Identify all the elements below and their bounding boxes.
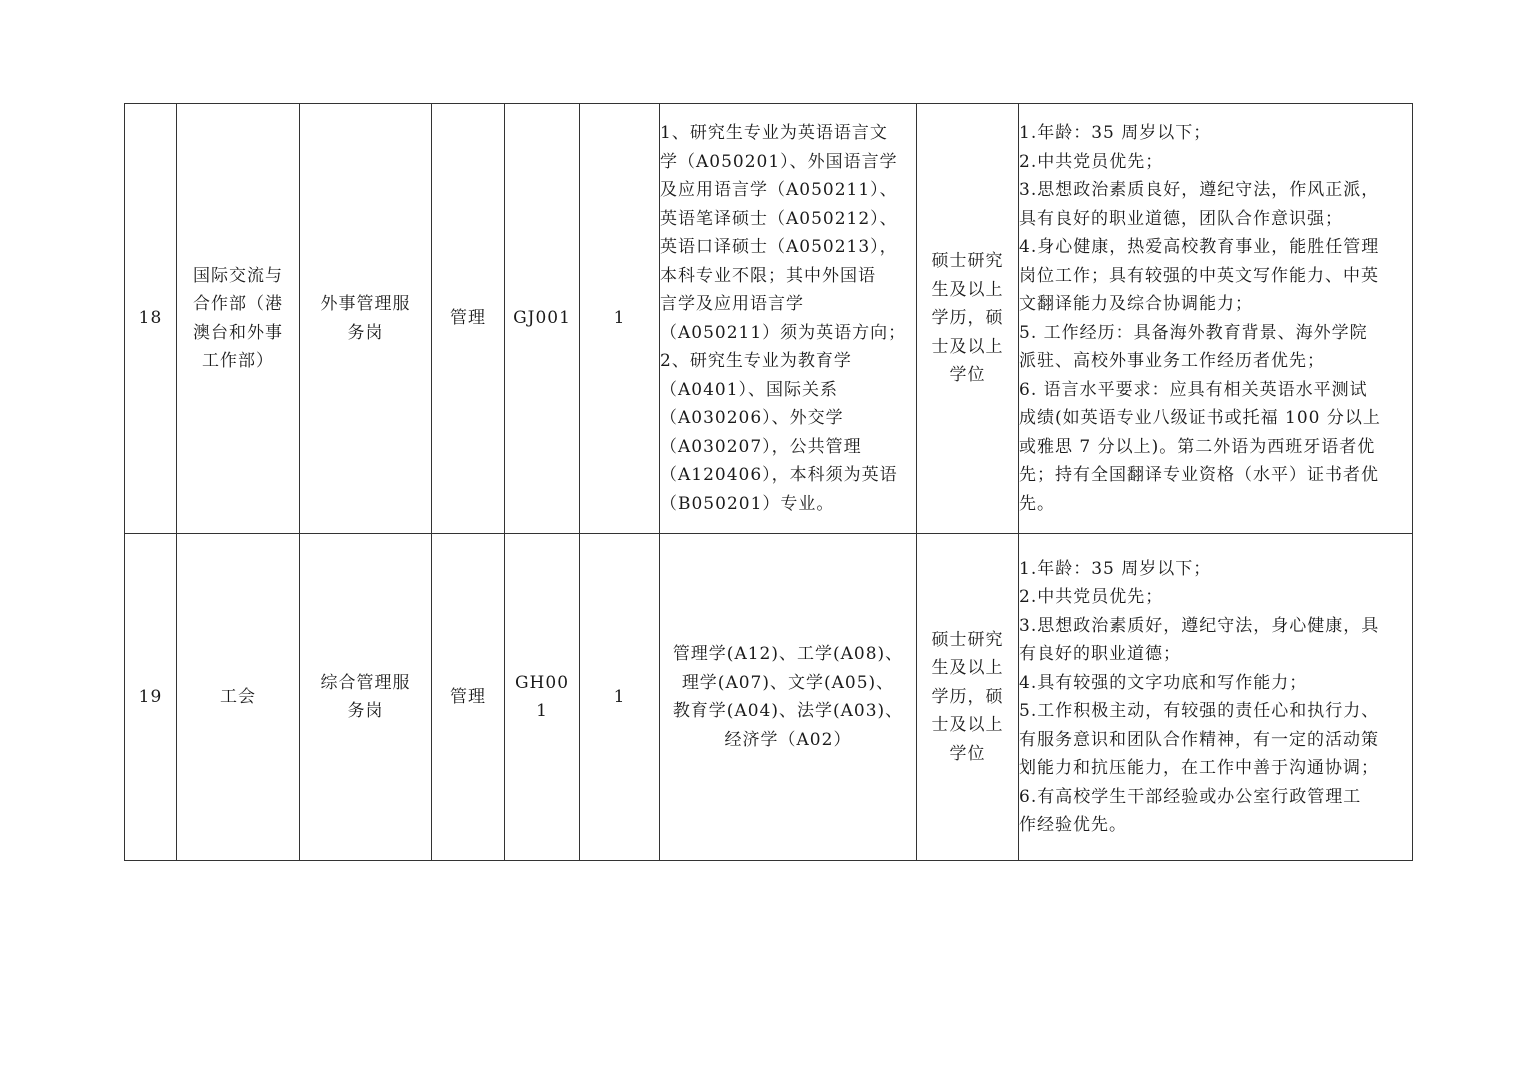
position-line: 外事管理服: [320, 294, 411, 314]
position-code-cell: [505, 104, 580, 534]
requirements-cell: [1019, 534, 1413, 861]
position-cell: [300, 104, 432, 534]
category-cell: 管理: [432, 104, 505, 534]
table-row: [125, 534, 1413, 861]
headcount-cell: 1: [580, 534, 660, 861]
education-line: 士及以上: [931, 336, 1004, 357]
education-line: 学位: [949, 743, 986, 764]
major-line: 经济学（A02）: [724, 729, 852, 750]
requirement-line: 2.中共党员优先；: [1019, 587, 1164, 607]
major-line: （A030207），公共管理: [660, 436, 862, 457]
position-line: 务岗: [347, 701, 384, 721]
requirement-line: 成绩(如英语专业八级证书或托福 100 分以上: [1019, 408, 1381, 428]
education-line: 生及以上: [931, 279, 1004, 300]
requirement-line: 文翻译能力及综合协调能力；: [1019, 294, 1253, 314]
major-line: （A050211）须为英语方向；: [660, 322, 907, 343]
department-cell: [177, 104, 300, 534]
requirement-line: 具有良好的职业道德，团队合作意识强；: [1019, 208, 1343, 229]
education-cell: [917, 104, 1019, 534]
education-line: 士及以上: [931, 715, 1004, 736]
category-cell: 管理: [432, 534, 505, 861]
education-cell: [917, 534, 1019, 861]
education-line: 学位: [949, 365, 986, 386]
table-row: [125, 104, 1413, 534]
major-line: （A120406），本科须为英语: [660, 465, 898, 485]
requirement-line: 或雅思 7 分以上)。第二外语为西班牙语者优: [1019, 436, 1376, 457]
education-line: 硕士研究: [931, 629, 1004, 650]
requirement-line: 派驻、高校外事业务工作经历者优先；: [1019, 351, 1325, 371]
department-line: 合作部（港: [193, 294, 283, 314]
requirement-line: 2.中共党员优先；: [1019, 151, 1164, 172]
major-cell: [660, 534, 917, 861]
requirement-line: 5.工作积极主动，有较强的责任心和执行力、: [1019, 701, 1380, 721]
major-line: 教育学(A04)、法学(A03)、: [672, 701, 904, 721]
requirement-line: 6. 语言水平要求：应具有相关英语水平测试: [1019, 379, 1368, 400]
position-line: 务岗: [347, 322, 384, 343]
major-line: 本科专业不限；其中外国语: [660, 265, 876, 286]
major-line: 学（A050201）、外国语言学: [660, 151, 898, 172]
requirement-line: 5. 工作经历：具备海外教育背景、海外学院: [1019, 322, 1368, 343]
major-line: 1、研究生专业为英语语言文: [660, 123, 888, 143]
requirement-line: 1.年龄：35 周岁以下；: [1019, 558, 1212, 579]
requirements-cell: [1019, 104, 1413, 534]
department-cell: [177, 534, 300, 861]
department-line: 工会: [220, 686, 256, 707]
major-cell: [660, 104, 917, 534]
major-line: 言学及应用语言学: [660, 294, 804, 314]
requirement-line: 有良好的职业道德；: [1019, 644, 1181, 664]
requirement-line: 先。: [1019, 493, 1055, 514]
requirement-line: 6.有高校学生干部经验或办公室行政管理工: [1019, 786, 1362, 807]
major-line: 管理学(A12)、工学(A08)、: [672, 644, 904, 664]
major-line: 2、研究生专业为教育学: [660, 351, 852, 371]
requirement-line: 划能力和抗压能力，在工作中善于沟通协调；: [1019, 758, 1379, 778]
recruitment-table: [124, 103, 1413, 861]
position-line: 综合管理服: [320, 672, 411, 693]
major-line: 英语笔译硕士（A050212）、: [660, 208, 898, 229]
position-code-cell: [505, 534, 580, 861]
row-number: 19: [125, 534, 177, 861]
headcount-cell: 1: [580, 104, 660, 534]
department-line: 澳台和外事: [193, 322, 283, 343]
major-line: 及应用语言学（A050211）、: [660, 180, 898, 200]
requirement-line: 作经验优先。: [1019, 815, 1127, 835]
department-line: 国际交流与: [193, 265, 283, 286]
position-cell: [300, 534, 432, 861]
education-line: 学历，硕: [931, 686, 1004, 707]
major-line: 英语口译硕士（A050213），: [660, 237, 898, 257]
requirement-line: 有服务意识和团队合作精神，有一定的活动策: [1019, 729, 1379, 750]
requirement-line: 4.身心健康，热爱高校教育事业，能胜任管理: [1019, 237, 1380, 257]
major-line: （B050201）专业。: [660, 493, 835, 514]
education-line: 生及以上: [931, 658, 1004, 679]
position-code-line: GJ001: [513, 308, 571, 329]
requirement-line: 3.思想政治素质良好，遵纪守法，作风正派，: [1019, 180, 1380, 200]
major-line: （A030206）、外交学: [660, 408, 844, 428]
requirement-line: 3.思想政治素质好，遵纪守法，身心健康，具: [1019, 615, 1380, 636]
requirement-line: 先；持有全国翻译专业资格（水平）证书者优: [1019, 465, 1379, 485]
major-line: 理学(A07)、文学(A05)、: [681, 672, 895, 693]
position-code-line: GH00: [514, 672, 570, 693]
requirement-line: 岗位工作；具有较强的中英文写作能力、中英: [1019, 265, 1379, 286]
major-line: （A0401）、国际关系: [660, 379, 839, 400]
education-line: 学历，硕: [931, 308, 1004, 329]
row-number: 18: [125, 104, 177, 534]
requirement-line: 4.具有较强的文字功底和写作能力；: [1019, 672, 1308, 693]
department-line: 工作部）: [202, 351, 274, 371]
education-line: 硕士研究: [931, 251, 1004, 272]
position-code-line: 1: [536, 701, 548, 721]
requirement-line: 1.年龄：35 周岁以下；: [1019, 123, 1212, 143]
